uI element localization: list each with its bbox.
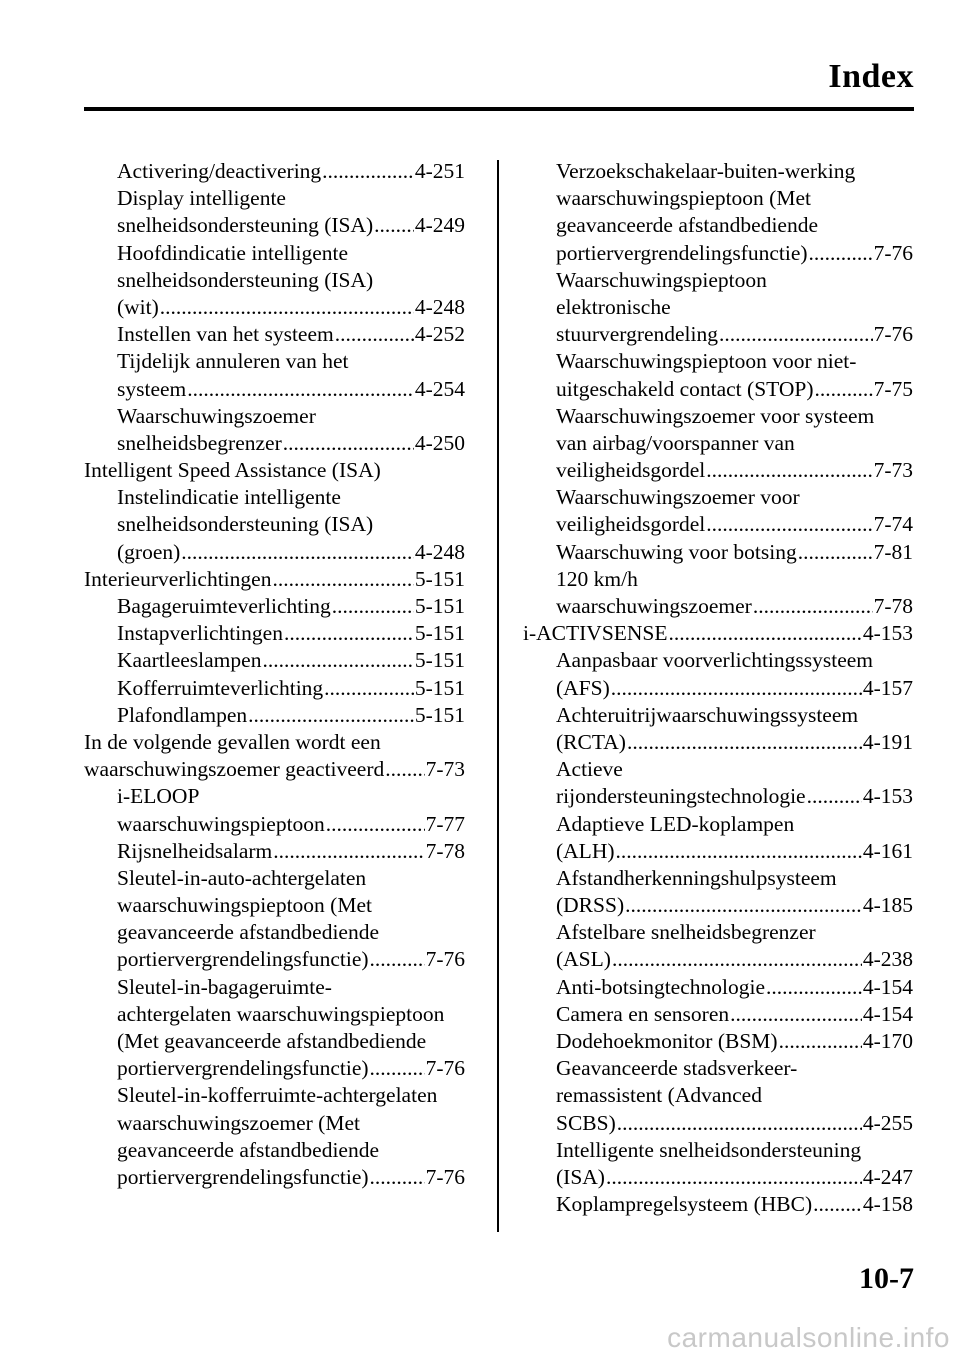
index-page-ref: 4-247 [862, 1164, 913, 1189]
index-column-right [523, 158, 913, 1218]
index-page-ref: 4-248 [414, 294, 465, 319]
index-line [523, 675, 913, 702]
index-entry-text: (DRSS) [556, 893, 625, 918]
index-line [523, 158, 913, 185]
index-line [84, 783, 465, 810]
index-line [84, 403, 465, 430]
index-entry-text: remassistent (Advanced [556, 1083, 762, 1108]
index-line [84, 566, 465, 593]
dot-leader [272, 566, 413, 593]
index-page-ref: 4-248 [414, 539, 465, 564]
index-page-ref: 4-255 [862, 1110, 913, 1135]
index-entry-text: Instapverlichtingen [117, 621, 283, 646]
index-line [523, 892, 913, 919]
index-entry-text: systeem [117, 376, 187, 401]
index-line [523, 267, 913, 294]
index-page-ref: 4-153 [862, 621, 913, 646]
index-entry-text: portiervergrendelingsfunctie) [117, 1164, 369, 1189]
index-entry-text: veiligheidsgordel [556, 458, 706, 483]
index-entry-text: Camera en sensoren [556, 1001, 730, 1026]
index-entry-text: Waarschuwingspieptoon [556, 267, 767, 292]
index-entry-text: geavanceerde afstandbediende [556, 213, 819, 238]
index-line [523, 974, 913, 1001]
index-line [84, 946, 465, 973]
index-line [84, 1082, 465, 1109]
index-entry-text: snelheidsondersteuning (ISA) [117, 512, 374, 537]
index-entry-text: Plafondlampen [117, 702, 248, 727]
dot-leader [370, 946, 425, 973]
index-line [523, 1191, 913, 1218]
index-line [84, 294, 465, 321]
index-page-ref: 4-158 [862, 1192, 913, 1217]
index-page-ref: 4-157 [862, 675, 913, 700]
index-line [84, 919, 465, 946]
index-line [523, 185, 913, 212]
index-entry-text: van airbag/voorspanner van [556, 430, 795, 455]
index-line [523, 729, 913, 756]
index-line [84, 865, 465, 892]
index-column-left [84, 158, 465, 1191]
index-entry-text: snelheidsbegrenzer [117, 430, 282, 455]
index-entry-text: Sleutel-in-auto-achtergelaten [117, 865, 367, 890]
index-entry-text: Kofferruimteverlichting [117, 675, 324, 700]
index-entry-text: waarschuwingszoemer (Met [117, 1110, 360, 1135]
index-line [523, 376, 913, 403]
index-page-ref: 7-78 [873, 594, 913, 618]
index-entry-text: i-ELOOP [117, 784, 200, 809]
index-entry-text: (ALH) [556, 838, 615, 863]
dot-leader [187, 376, 414, 403]
index-line [84, 892, 465, 919]
dot-leader [374, 212, 414, 239]
dot-leader [612, 946, 862, 973]
index-entry-text: (wit) [117, 294, 159, 319]
index-entry-text: (ASL) [556, 947, 611, 972]
index-line [84, 484, 465, 511]
index-line [523, 212, 913, 239]
index-entry-text: snelheidsondersteuning (ISA) [117, 267, 374, 292]
dot-leader [815, 376, 873, 403]
index-entry-text: (Met geavanceerde afstandbediende [117, 1029, 427, 1053]
index-page-ref: 7-74 [873, 512, 913, 537]
index-line [523, 1110, 913, 1137]
index-page-ref: 4-170 [862, 1029, 913, 1053]
index-line [523, 811, 913, 838]
index-entry-text: Instelindicatie intelligente [117, 485, 341, 510]
index-entry-text: rijondersteuningstechnologie [556, 784, 806, 809]
index-entry-text: Instellen van het systeem [117, 322, 334, 347]
index-entry-text: waarschuwingspieptoon (Met [117, 893, 372, 918]
index-page-ref: 7-76 [425, 947, 465, 972]
index-entry-text: Geavanceerde stadsverkeer- [556, 1056, 798, 1081]
index-page-ref: 4-251 [414, 159, 465, 183]
dot-leader [730, 1001, 862, 1028]
dot-leader [753, 593, 873, 620]
index-page-ref: 4-161 [862, 838, 913, 863]
index-entry-text: waarschuwingszoemer [556, 594, 752, 618]
index-page-ref: 7-78 [425, 838, 465, 863]
index-line [84, 1028, 465, 1055]
dot-leader [284, 620, 414, 647]
index-page-ref: 4-252 [414, 322, 465, 347]
dot-leader [809, 240, 873, 267]
index-entry-text: i-ACTIVSENSE [523, 621, 668, 646]
index-line [84, 675, 465, 702]
index-entry-text: Bagageruimteverlichting [117, 594, 331, 618]
index-line [523, 838, 913, 865]
dot-leader [283, 430, 414, 457]
index-page-ref: 4-153 [862, 784, 913, 809]
dot-leader [326, 811, 425, 838]
index-entry-text: Afstandherkenningshulpsysteem [556, 865, 837, 890]
index-line [84, 457, 465, 484]
index-line [523, 240, 913, 267]
index-page-ref: 4-185 [862, 893, 913, 918]
index-entry-text: Waarschuwing voor botsing [556, 539, 797, 564]
index-entry-text: Afstelbare snelheidsbegrenzer [556, 920, 816, 945]
index-line [523, 457, 913, 484]
dot-leader [798, 539, 873, 566]
index-line [523, 1055, 913, 1082]
index-entry-text: Intelligent Speed Assistance (ISA) [84, 458, 381, 483]
index-page-ref: 7-75 [873, 376, 913, 401]
index-entry-text: waarschuwingspieptoon [117, 811, 325, 836]
index-entry-text: Anti-botsingtechnologie [556, 974, 765, 999]
dot-leader [606, 1164, 862, 1191]
dot-leader [779, 1028, 862, 1055]
index-entry-text: Waarschuwingszoemer voor [556, 485, 800, 510]
index-line [84, 702, 465, 729]
index-line [523, 1137, 913, 1164]
index-entry-text: Aanpasbaar voorverlichtingssysteem [556, 648, 874, 673]
index-line [84, 811, 465, 838]
index-entry-text: Koplampregelsysteem (HBC) [556, 1192, 813, 1217]
dot-leader [807, 783, 862, 810]
dot-leader [719, 321, 873, 348]
index-page-ref: 4-250 [414, 430, 465, 455]
index-line [84, 539, 465, 566]
dot-leader [332, 593, 414, 620]
index-line [523, 1082, 913, 1109]
index-page-ref: 4-154 [862, 1001, 913, 1026]
index-line [84, 1137, 465, 1164]
index-line [523, 647, 913, 674]
index-entry-text: Dodehoekmonitor (BSM) [556, 1029, 778, 1053]
index-line [523, 783, 913, 810]
dot-leader [625, 892, 862, 919]
index-page-ref: 7-76 [873, 322, 913, 347]
dot-leader [385, 756, 424, 783]
index-entry-text: stuurvergrendeling [556, 322, 719, 347]
dot-leader [766, 974, 862, 1001]
index-line [84, 321, 465, 348]
index-page-ref: 7-73 [873, 458, 913, 483]
dot-leader [181, 539, 414, 566]
index-entry-text: In de volgende gevallen wordt een [84, 729, 381, 754]
index-entry-text: (ISA) [556, 1164, 605, 1189]
index-entry-text: Waarschuwingspieptoon voor niet- [556, 349, 857, 374]
index-line [523, 1028, 913, 1055]
index-page-ref: 5-151 [414, 621, 465, 646]
index-line [84, 1110, 465, 1137]
dot-leader [273, 838, 424, 865]
index-line [84, 593, 465, 620]
index-entry-text: Verzoekschakelaar-buiten-werking [556, 159, 856, 183]
index-entry-text: Actieve [556, 757, 623, 782]
index-line [523, 321, 913, 348]
index-entry-text: Waarschuwingszoemer voor systeem [556, 403, 875, 428]
page-number: 10-7 [859, 1262, 914, 1295]
index-line [84, 158, 465, 185]
index-page-ref: 7-76 [873, 240, 913, 265]
index-line [523, 702, 913, 729]
dot-leader [160, 294, 414, 321]
dot-leader [706, 511, 872, 538]
index-entry-text: (AFS) [556, 675, 610, 700]
index-line [523, 620, 913, 647]
index-line [523, 511, 913, 538]
index-entry-text: snelheidsondersteuning (ISA) [117, 213, 374, 238]
index-line [84, 511, 465, 538]
index-page-ref: 7-77 [425, 811, 465, 836]
watermark: carmanualsonline.info [667, 1322, 950, 1353]
dot-leader [669, 620, 862, 647]
index-entry-text: Achteruitrijwaarschuwingssysteem [556, 702, 859, 727]
dot-leader [627, 729, 862, 756]
dot-leader [706, 457, 872, 484]
index-page-ref: 7-81 [873, 539, 913, 564]
index-entry-text: 120 km/h [556, 566, 638, 591]
index-line [84, 756, 465, 783]
index-page-ref: 4-249 [414, 213, 465, 238]
index-line [523, 865, 913, 892]
index-page-ref: 7-76 [425, 1056, 465, 1081]
index-entry-text: (RCTA) [556, 729, 626, 754]
index-page-ref: 5-151 [414, 594, 465, 618]
index-line [523, 294, 913, 321]
index-entry-text: SCBS) [556, 1110, 616, 1135]
index-page-ref: 4-238 [862, 947, 913, 972]
index-entry-text: portiervergrendelingsfunctie) [117, 947, 369, 972]
index-line [84, 620, 465, 647]
index-line [84, 1055, 465, 1082]
index-page-ref: 7-73 [425, 757, 465, 782]
index-page-ref: 4-254 [414, 376, 465, 401]
index-line [84, 1164, 465, 1191]
index-entry-text: Sleutel-in-kofferruimte-achtergelaten [117, 1083, 438, 1108]
index-entry-text: portiervergrendelingsfunctie) [117, 1056, 369, 1081]
dot-leader [611, 675, 862, 702]
dot-leader [322, 158, 414, 185]
dot-leader [370, 1055, 425, 1082]
index-line [523, 430, 913, 457]
index-entry-text: Kaartleeslampen [117, 648, 262, 673]
index-entry-text: (groen) [117, 539, 181, 564]
index-line [84, 376, 465, 403]
index-line [84, 430, 465, 457]
index-page-ref: 7-76 [425, 1164, 465, 1189]
dot-leader [262, 647, 413, 674]
index-entry-text: Adaptieve LED-koplampen [556, 811, 795, 836]
index-page-ref: 5-151 [414, 648, 465, 673]
index-entry-text: elektronische [556, 294, 671, 319]
index-entry-text: geavanceerde afstandbediende [117, 1137, 380, 1162]
index-line [523, 1001, 913, 1028]
index-line [84, 185, 465, 212]
index-entry-text: Rijsnelheidsalarm [117, 838, 273, 863]
column-divider [497, 160, 499, 1232]
index-entry-text: uitgeschakeld contact (STOP) [556, 376, 814, 401]
index-line [84, 838, 465, 865]
index-page-ref: 4-191 [862, 729, 913, 754]
index-line [523, 756, 913, 783]
index-line [84, 1001, 465, 1028]
index-entry-text: Activering/deactivering [117, 159, 322, 183]
index-line [523, 593, 913, 620]
index-line [84, 729, 465, 756]
header-rule [84, 107, 914, 111]
index-page-ref: 5-151 [414, 702, 465, 727]
index-line [523, 539, 913, 566]
index-entry-text: Sleutel-in-bagageruimte- [117, 974, 332, 999]
index-page-ref: 4-154 [862, 974, 913, 999]
dot-leader [248, 702, 414, 729]
index-entry-text: veiligheidsgordel [556, 512, 706, 537]
index-line [523, 403, 913, 430]
index-entry-text: waarschuwingspieptoon (Met [556, 186, 811, 211]
index-line [523, 348, 913, 375]
index-line [84, 267, 465, 294]
index-entry-text: portiervergrendelingsfunctie) [556, 240, 808, 265]
index-entry-text: waarschuwingszoemer geactiveerd [84, 757, 385, 782]
dot-leader [335, 321, 414, 348]
index-line [84, 212, 465, 239]
index-line [84, 240, 465, 267]
index-line [84, 647, 465, 674]
dot-leader [370, 1164, 425, 1191]
index-entry-text: Intelligente snelheidsondersteuning [556, 1137, 862, 1162]
index-line [523, 566, 913, 593]
index-line [523, 484, 913, 511]
dot-leader [617, 1110, 862, 1137]
index-line [523, 946, 913, 973]
index-entry-text: Waarschuwingszoemer [117, 403, 316, 428]
index-page-ref: 5-151 [414, 566, 465, 591]
page-title: Index [828, 58, 914, 95]
dot-leader [616, 838, 862, 865]
index-line [523, 919, 913, 946]
dot-leader [324, 675, 414, 702]
dot-leader [813, 1191, 862, 1218]
index-line [84, 348, 465, 375]
index-line [523, 1164, 913, 1191]
index-entry-text: Display intelligente [117, 186, 286, 211]
index-line [84, 974, 465, 1001]
index-entry-text: Tijdelijk annuleren van het [117, 349, 349, 374]
index-entry-text: Hoofdindicatie intelligente [117, 240, 349, 265]
index-entry-text: geavanceerde afstandbediende [117, 920, 380, 945]
index-page-ref: 5-151 [414, 675, 465, 700]
index-entry-text: Interieurverlichtingen [84, 566, 272, 591]
index-entry-text: achtergelaten waarschuwingspieptoon [117, 1001, 445, 1026]
